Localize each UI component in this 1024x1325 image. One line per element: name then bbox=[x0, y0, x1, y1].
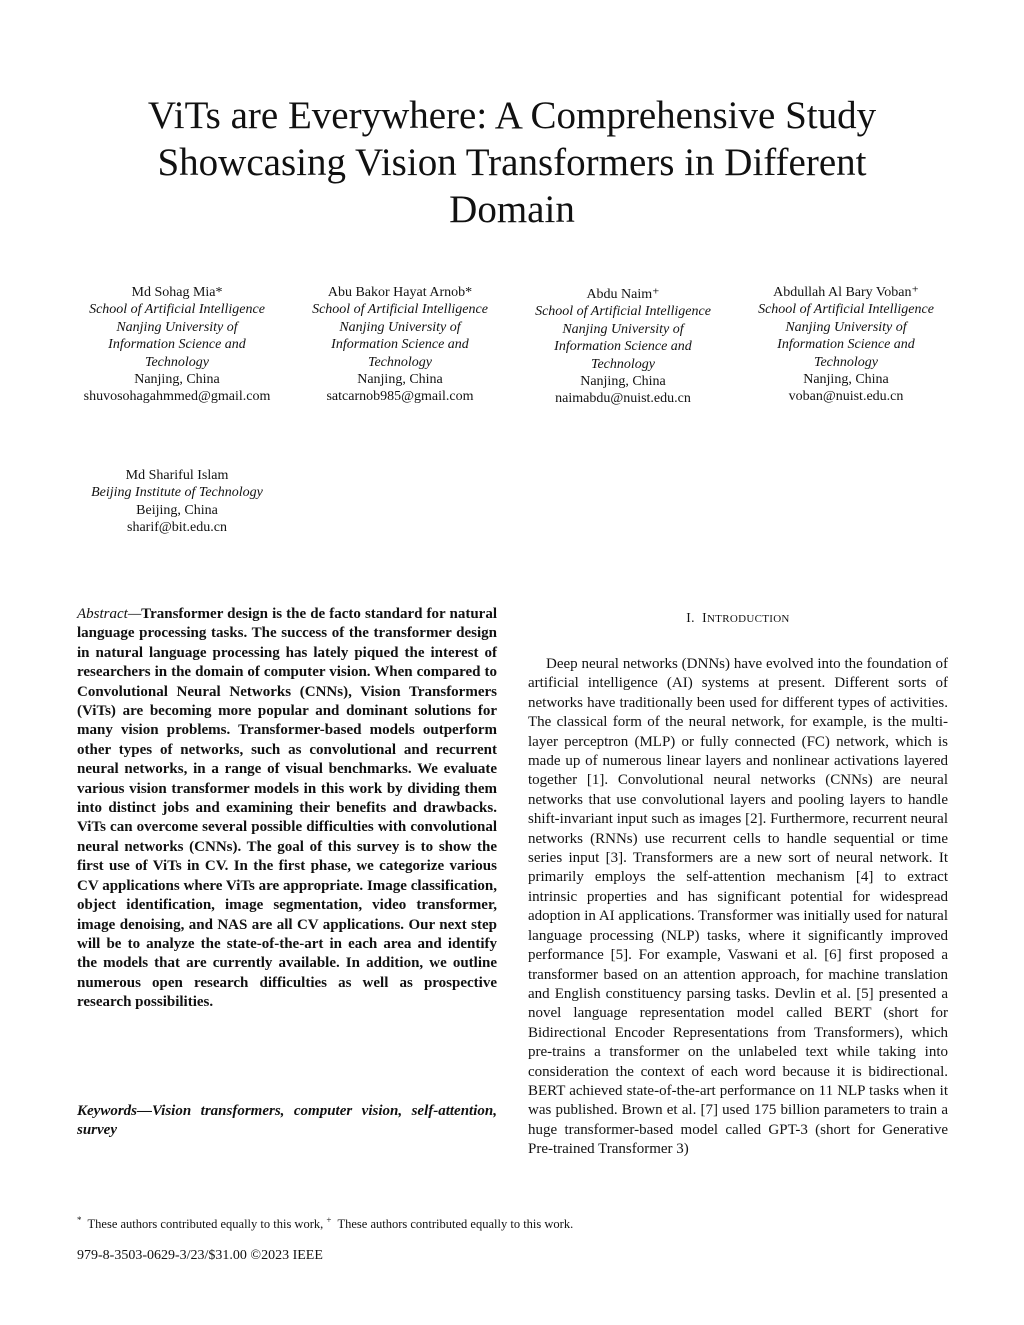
author-email: sharif@bit.edu.cn bbox=[127, 520, 227, 536]
author-location: Nanjing, China bbox=[134, 372, 220, 388]
footnote-mark: * bbox=[77, 1215, 82, 1225]
author-affiliation: Information Science and bbox=[554, 339, 692, 355]
author-location: Nanjing, China bbox=[357, 372, 443, 388]
author-block-2 bbox=[285, 284, 515, 406]
author-affiliation: Nanjing University of bbox=[116, 319, 238, 335]
author-affiliation: Technology bbox=[367, 354, 433, 370]
introduction-paragraph: Deep neural networks (DNNs) have evolved into the foundation of artificial intelligence (AI) systems at present. Different sorts of networks have traditionally been used for different types of activities. The classical form of the neural network, for example, is the multi-layer perceptron (MLP) or fully connected (FC) network, which is made up of numerous linear layers and nonlinear activations layered together [1]. Convolutional neural networks (CNNs) are neural networks that use convolutional layers and pooling layers to handle shift-invariant input such as images [2]. Furthermore, recurrent neural networks (RNNs) use recurrent cells to handle sequential or time series input [3]. Transformers are a new sort of neural network. It primarily employs the self-attention mechanism [4] to extract intrinsic properties and has significant potential for widespread adoption in AI applications. Transformer was initially used for natural language processing (NLP) tasks, where it significantly improved performance [5]. For example, Vaswani et al. [6] first proposed a transformer based on an attention approach, for machine translation and English constituency parsing tasks. Devlin et al. [5] presented a novel language representation model called BERT (short for Bidirectional Encoder Representations from Transformers), which pre-trains a transformer on the unlabeled text while taking into consideration the context of each word because it is bidirectional. BERT achieved state-of-the-art performance on 11 NLP tasks when it was published. Brown et al. [7] used 175 billion parameters to train a huge transformer-based model called GPT-3 (short for Generative Pre-trained Transformer 3) bbox=[528, 656, 948, 1158]
footnote bbox=[77, 1215, 573, 1232]
author-email: satcarnob985@gmail.com bbox=[326, 389, 474, 405]
author-block-1 bbox=[62, 284, 292, 406]
footnote-mark: + bbox=[326, 1215, 332, 1225]
author-email: naimabdu@nuist.edu.cn bbox=[555, 391, 691, 407]
footnote-text: These authors contributed equally to this work, bbox=[87, 1217, 324, 1232]
author-block-5 bbox=[62, 467, 292, 537]
copyright-line: 979-8-3503-0629-3/23/$31.00 ©2023 IEEE bbox=[77, 1248, 323, 1263]
author-name: Abdu Naim⁺ bbox=[586, 287, 660, 302]
author-name: Md Sohag Mia* bbox=[131, 285, 223, 300]
author-location: Nanjing, China bbox=[580, 374, 666, 390]
abstract bbox=[77, 605, 497, 1013]
title-line-1: ViTs are Everywhere: A Comprehensive Study bbox=[147, 94, 877, 137]
author-affiliation: Technology bbox=[813, 354, 879, 370]
author-block-3 bbox=[508, 286, 738, 408]
author-affiliation: School of Artificial Intelligence bbox=[758, 302, 934, 318]
author-affiliation: Nanjing University of bbox=[785, 319, 907, 335]
author-name: Abdullah Al Bary Voban⁺ bbox=[773, 285, 919, 300]
footnote-text: These authors contributed equally to this work. bbox=[337, 1217, 574, 1232]
author-email: voban@nuist.edu.cn bbox=[788, 389, 904, 405]
author-location: Nanjing, China bbox=[803, 372, 889, 388]
author-affiliation: School of Artificial Intelligence bbox=[89, 302, 265, 318]
author-name: Abu Bakor Hayat Arnob* bbox=[327, 285, 473, 300]
author-affiliation: Information Science and bbox=[331, 337, 469, 353]
author-block-4 bbox=[731, 284, 961, 406]
author-affiliation: School of Artificial Intelligence bbox=[535, 304, 711, 320]
author-affiliation: Information Science and bbox=[108, 337, 246, 353]
author-name: Md Shariful Islam bbox=[125, 468, 229, 483]
author-affiliation: Nanjing University of bbox=[562, 321, 684, 337]
author-affiliation: Information Science and bbox=[777, 337, 915, 353]
author-affiliation: Nanjing University of bbox=[339, 319, 461, 335]
section-title-rest: NTRODUCTION bbox=[706, 613, 790, 625]
abstract-text: Transformer design is the de facto standard for natural language processing tasks. The success of the transformer design in natural language processing has lately piqued the interest of researchers in the domain of computer vision. When compared to Convolutional Neural Networks (CNNs), Vision Transformers (ViTs) are becoming more popular and dominant solutions for many vision problems. Transformer-based models outperform other types of networks, such as convolutional and recurrent neural networks, in a range of visual benchmarks. We evaluate various vision transformer models in this work by dividing them into distinct jobs and examining their benefits and drawbacks. ViTs can overcome several possible difficulties with convolutional neural networks (CNNs). The goal of this survey is to show the first use of ViTs in CV. In the first phase, we categorize various CV applications where ViTs are appropriate. Image classification, object identification, image segmentation, video transformer, image denoising, and NAS are all CV applications. Our next step will be to analyze the state-of-the-art in each area and identify the models that are currently available. In addition, we outline numerous open research difficulties as well as prospective research possibilities. bbox=[77, 606, 497, 1011]
author-affiliation: Technology bbox=[590, 356, 656, 372]
author-location: Beijing, China bbox=[136, 502, 218, 518]
author-affiliation: Technology bbox=[144, 354, 210, 370]
section-title-initial: I bbox=[702, 610, 707, 625]
title-line-2: Showcasing Vision Transformers in Different bbox=[157, 141, 867, 184]
author-email: shuvosohagahmmed@gmail.com bbox=[83, 389, 271, 405]
abstract-label: Abstract— bbox=[77, 606, 142, 622]
author-affiliation: Beijing Institute of Technology bbox=[91, 485, 263, 501]
author-affiliation: School of Artificial Intelligence bbox=[312, 302, 488, 318]
keywords: Keywords—Vision transformers, computer vision, self-attention, survey bbox=[77, 1103, 497, 1139]
title-line-3: Domain bbox=[449, 188, 575, 231]
paper-title bbox=[100, 92, 924, 233]
section-heading-introduction bbox=[528, 610, 948, 626]
section-number: I. bbox=[686, 610, 695, 625]
introduction-body bbox=[528, 655, 948, 1160]
